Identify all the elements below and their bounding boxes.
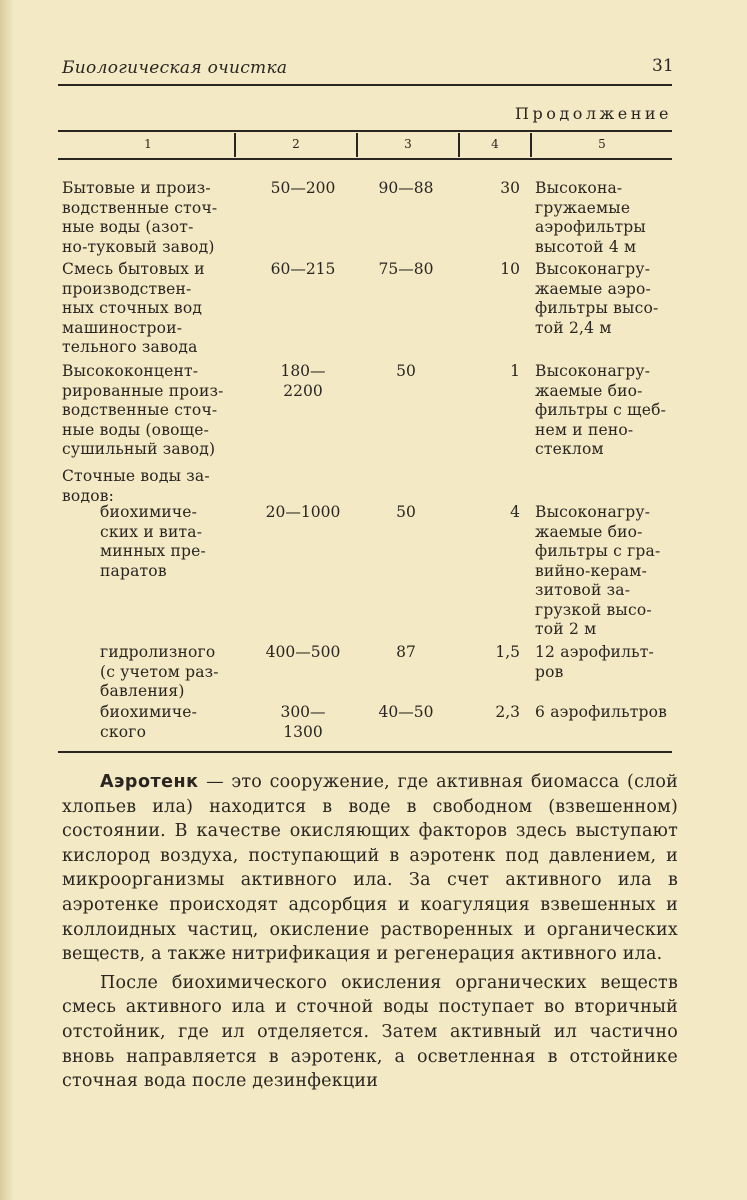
table-header-top-rule xyxy=(58,130,672,132)
table-cell-col4: 30 xyxy=(500,179,520,197)
table-cell-col3: 40—50 xyxy=(378,703,434,721)
table-cell-col5: Высоконагру- жаемые био- фильтры с щеб- нем и пено- стеклом xyxy=(535,362,667,458)
table-cell-col4: 10 xyxy=(500,260,520,278)
column-number-1: 1 xyxy=(144,137,152,151)
column-number-5: 5 xyxy=(598,137,606,151)
table-cell-description: Высококонцент- рированные произ- водственные сточ- ные воды (овоще- сушильный завод) xyxy=(62,362,224,458)
defined-term: Аэротенк xyxy=(100,772,199,792)
table-cell-description: Бытовые и произ- водственные сточ- ные воды (азот- но-туковый завод) xyxy=(62,179,218,256)
table-cell-description: биохимиче- ского xyxy=(100,703,198,741)
table-cell-col2: 20—1000 xyxy=(265,503,341,521)
table-cell-col2: 300— 1300 xyxy=(280,703,326,741)
table-cell-col3: 50 xyxy=(396,362,416,380)
table-cell-col5: Высоконагру- жаемые аэро- фильтры высо- той 2,4 м xyxy=(535,260,659,337)
table-cell-col2: 50—200 xyxy=(270,179,336,197)
table-cell-col2: 60—215 xyxy=(270,260,336,278)
table-cell-col5: 12 аэрофильт- ров xyxy=(535,643,654,681)
table-continuation-label: Продолжение xyxy=(515,104,672,123)
table-cell-col2: 180— 2200 xyxy=(280,362,326,400)
table-cell-col2: 400—500 xyxy=(265,643,341,661)
table-cell-col3: 90—88 xyxy=(378,179,434,197)
page-spine-shadow xyxy=(0,0,14,1200)
table-cell-col5: Высокона- гружаемые аэрофильтры высотой 4 м xyxy=(535,179,646,256)
table-cell-col3: 50 xyxy=(396,503,416,521)
table-cell-col5: 6 аэрофильтров xyxy=(535,703,668,721)
table-cell-col4: 4 xyxy=(510,503,520,521)
table-bottom-rule xyxy=(58,751,672,753)
paragraph-text: — это сооружение, где активная биомасса (слой хлопьев ила) находится в воде в свободном (взвешенном) состоянии. В качестве окисляющих факторов здесь выступают кислород воздуха, поступающий в аэротенк под давлением, и микроорганизмы активного ила. За счет активного ила в аэротенке происходят адсорбция и коагуляция взвешенных и коллоидных частиц, окисление растворенных и органических веществ, а также нитрификация и регенерация активного ила. xyxy=(62,772,678,965)
table-cell-col4: 1,5 xyxy=(495,643,520,661)
paragraph-text: После биохимического окисления органических веществ смесь активного ила и сточной воды поступает во вторичный отстойник, где ил отделяется. Затем активный ил частично вновь направляется в аэротенк, а осветленная в отстойнике сточная вода после дезинфекции xyxy=(62,972,678,1092)
paragraph-after-oxidation xyxy=(62,971,678,1094)
table-cell-description: биохимиче- ских и вита- минных пре- паратов xyxy=(100,503,206,580)
table-group-heading: Сточные воды за- водов: xyxy=(62,467,210,505)
table-header-bottom-rule xyxy=(58,158,672,160)
paragraph-aerotank xyxy=(62,770,678,967)
table-cell-col4: 2,3 xyxy=(495,703,520,721)
body-text xyxy=(62,770,678,1094)
table-cell-description: гидролизного (с учетом раз- бавления) xyxy=(100,643,219,700)
column-number-4: 4 xyxy=(491,137,499,151)
table-cell-description: Смесь бытовых и производствен- ных сточных вод машинострои- тельного завода xyxy=(62,260,205,356)
table-cell-col3: 75—80 xyxy=(378,260,434,278)
running-header: Биологическая очистка xyxy=(62,58,288,78)
column-number-2: 2 xyxy=(292,137,300,151)
table-cell-col5: Высоконагру- жаемые био- фильтры с гра- вийно-керам- зитовой за- грузкой высо- той 2 м xyxy=(535,503,661,638)
table-cell-col4: 1 xyxy=(510,362,520,380)
column-number-3: 3 xyxy=(404,137,412,151)
page-number: 31 xyxy=(652,56,674,76)
header-rule xyxy=(58,84,672,86)
table-cell-col3: 87 xyxy=(396,643,416,661)
